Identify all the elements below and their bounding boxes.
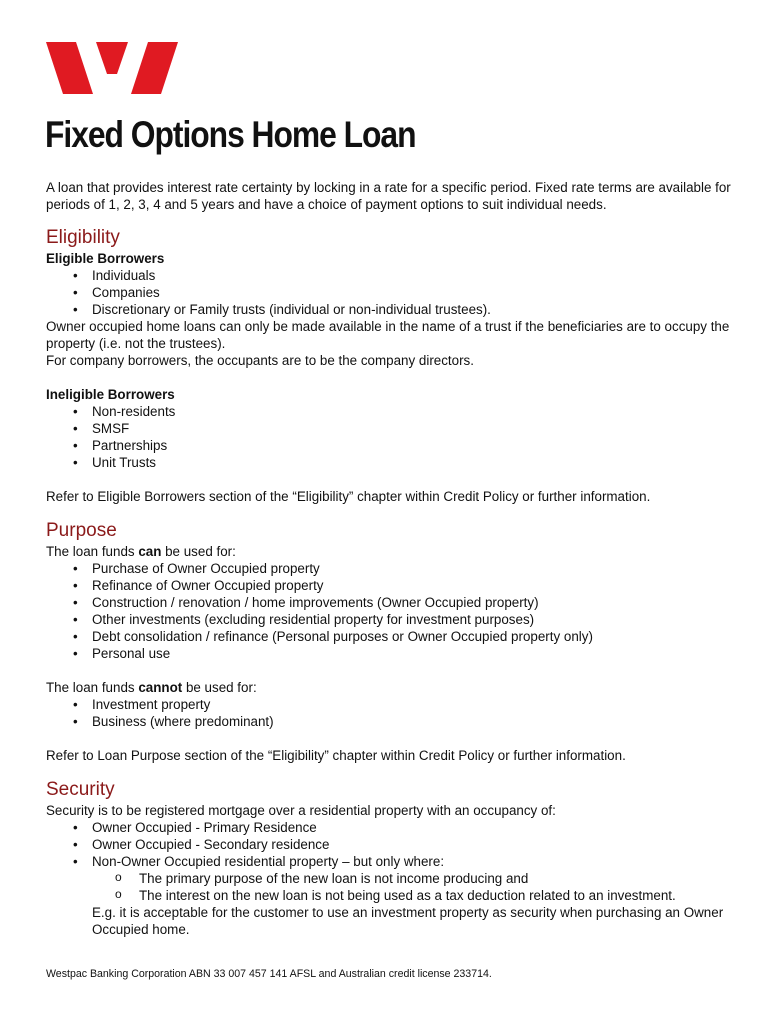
logo-left-stroke [46,42,93,94]
list-item: • Companies [92,284,736,301]
eligible-borrowers-heading: Eligible Borrowers [46,251,165,266]
purpose-refer-note: Refer to Loan Purpose section of the “Eligibility” chapter within Credit Policy or further information. [46,748,626,763]
company-note: For company borrowers, the occupants are to be the company directors. [46,353,474,368]
eligible-borrowers-list [46,267,736,318]
intro-paragraph: A loan that provides interest rate certainty by locking in a rate for a specific period. Fixed rate terms are available for periods of 1, 2, 3, 4 and 5 years and have a choice of payment options to suit individual needs. [46,180,731,212]
list-item: • Unit Trusts [92,454,736,471]
document-body [46,179,736,938]
sub-list-item: o The primary purpose of the new loan is not income producing and [139,870,736,887]
security-example: E.g. it is acceptable for the customer to use an investment property as security when purchasing an Owner Occupied home. [92,905,724,937]
purpose-can-list [46,560,736,662]
cannot-emphasis: cannot [138,680,183,695]
security-list [46,819,736,870]
purpose-can-line: The loan funds can be used for: [46,544,236,559]
list-item: • Investment property [92,696,736,713]
list-item: • Partnerships [92,437,736,454]
security-heading: Security [46,779,115,800]
purpose-cannot-list [46,696,736,730]
eligibility-heading: Eligibility [46,227,120,248]
list-item: • Construction / renovation / home improvements (Owner Occupied property) [92,594,736,611]
list-item: • Debt consolidation / refinance (Personal purposes or Owner Occupied property only) [92,628,736,645]
list-item: • Owner Occupied - Primary Residence [92,819,736,836]
logo-center-stroke [96,42,128,74]
page-title: Fixed Options Home Loan [45,114,416,155]
eligibility-refer-note: Refer to Eligible Borrowers section of the “Eligibility” chapter within Credit Policy or further information. [46,489,651,504]
security-intro: Security is to be registered mortgage over a residential property with an occupancy of: [46,803,556,818]
footer-legal: Westpac Banking Corporation ABN 33 007 457 141 AFSL and Australian credit license 233714. [46,968,492,980]
security-sub-block [46,870,736,938]
list-item: • Non-residents [92,403,736,420]
can-emphasis: can [138,544,162,559]
sub-list-item: o The interest on the new loan is not being used as a tax deduction related to an investment. [139,887,736,904]
list-item: • Other investments (excluding residential property for investment purposes) [92,611,736,628]
purpose-heading: Purpose [46,520,117,541]
list-item: • Business (where predominant) [92,713,736,730]
list-item: • Non-Owner Occupied residential property – but only where: [92,853,736,870]
ineligible-borrowers-list [46,403,736,471]
list-item: • Refinance of Owner Occupied property [92,577,736,594]
list-item: • Owner Occupied - Secondary residence [92,836,736,853]
list-item: • Personal use [92,645,736,662]
list-item: • Individuals [92,267,736,284]
list-item: • Discretionary or Family trusts (individual or non-individual trustees). [92,301,736,318]
list-item: • Purchase of Owner Occupied property [92,560,736,577]
ineligible-borrowers-heading: Ineligible Borrowers [46,387,175,402]
purpose-cannot-line: The loan funds cannot be used for: [46,680,257,695]
trust-note: Owner occupied home loans can only be made available in the name of a trust if the beneficiaries are to occupy the property (i.e. not the trustees). [46,319,730,351]
list-item: • SMSF [92,420,736,437]
logo-right-stroke [131,42,178,94]
westpac-logo-icon [46,42,178,94]
security-sub-list [92,870,736,904]
